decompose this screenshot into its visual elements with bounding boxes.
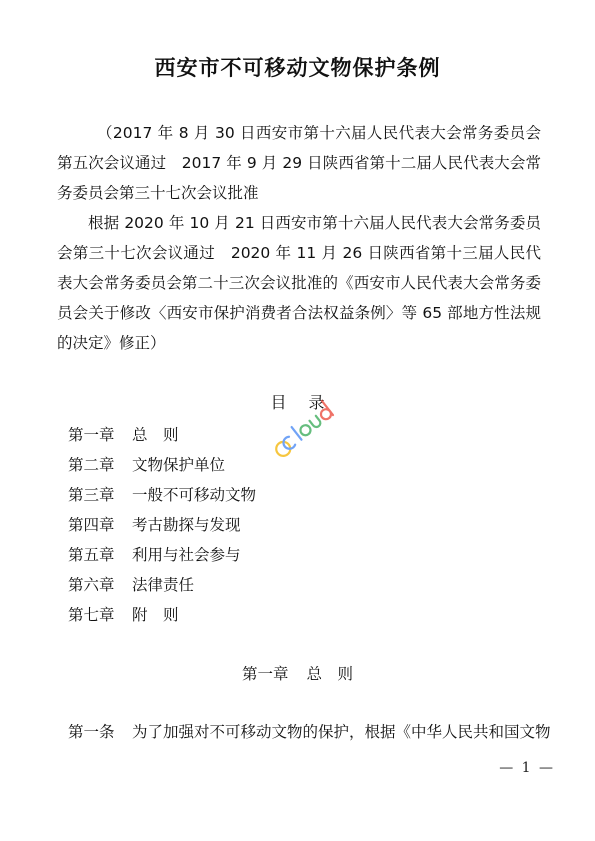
toc-chapter-number: 第三章 bbox=[68, 486, 115, 504]
article-1 bbox=[68, 717, 551, 747]
chapter-title: 总 则 bbox=[306, 665, 354, 683]
chapter-heading bbox=[0, 659, 595, 689]
toc-chapter-number: 第四章 bbox=[68, 516, 115, 534]
toc-chapter-title: 一般不可移动文物 bbox=[132, 486, 257, 504]
toc-item[interactable] bbox=[68, 450, 256, 480]
toc-chapter-title: 法律责任 bbox=[132, 576, 195, 594]
toc-item[interactable] bbox=[68, 480, 256, 510]
toc-chapter-title: 利用与社会参与 bbox=[132, 546, 241, 564]
toc-item[interactable] bbox=[68, 420, 256, 450]
chapter-number: 第一章 bbox=[241, 665, 289, 683]
toc-chapter-number: 第一章 bbox=[68, 426, 115, 444]
toc-chapter-title: 附 则 bbox=[132, 606, 179, 624]
cloud-watermark-icon bbox=[258, 388, 354, 464]
toc-chapter-title: 文物保护单位 bbox=[132, 456, 226, 474]
page-number: — 1 — bbox=[499, 760, 555, 776]
toc-item[interactable] bbox=[68, 600, 256, 630]
document-title: 西安市不可移动文物保护条例 bbox=[154, 55, 441, 80]
toc-chapter-title: 总 则 bbox=[132, 426, 179, 444]
toc-chapter-number: 第七章 bbox=[68, 606, 115, 624]
table-of-contents bbox=[68, 420, 256, 630]
toc-chapter-number: 第五章 bbox=[68, 546, 115, 564]
toc-chapter-title: 考古勘探与发现 bbox=[132, 516, 241, 534]
preamble-paragraph-1: （2017 年 8 月 30 日西安市第十六届人民代表大会常务委员会第五次会议通过 2017 年 9 月 29 日陕西省第十二届人民代表大会常务委员会第三十七次会议批准 bbox=[57, 124, 541, 202]
article-text: 为了加强对不可移动文物的保护，根据《中华人民共和国文物 bbox=[132, 723, 551, 741]
preamble-paragraph-2: 根据 2020 年 10 月 21 日西安市第十六届人民代表大会常务委员会第三十七次会议通过 2020 年 11 月 26 日陕西省第十三届人民代表大会常务委员会第二十三次会议批准的《西安市人民代表大会常务委员会关于修改〈西安市保护消费者合法权益条例〉等 65 部地方性法规的决定》修正） bbox=[57, 214, 541, 352]
toc-chapter-number: 第六章 bbox=[68, 576, 115, 594]
toc-item[interactable] bbox=[68, 510, 256, 540]
toc-item[interactable] bbox=[68, 540, 256, 570]
toc-heading: 目录 bbox=[270, 393, 347, 412]
toc-item[interactable] bbox=[68, 570, 256, 600]
toc-chapter-number: 第二章 bbox=[68, 456, 115, 474]
article-number: 第一条 bbox=[68, 723, 115, 741]
